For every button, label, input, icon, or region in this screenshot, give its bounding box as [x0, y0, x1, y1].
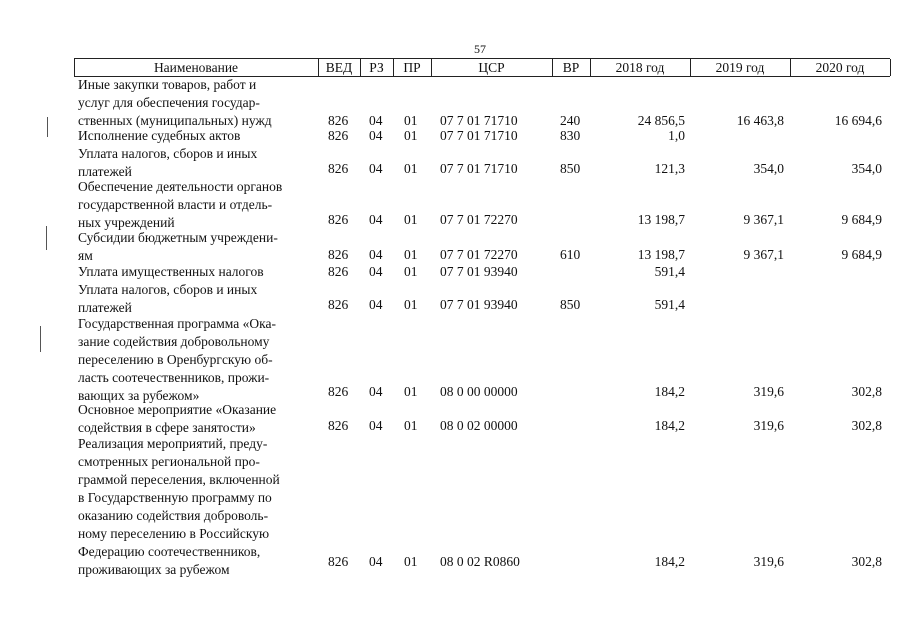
row-name-line: содействия в сфере занятости»: [78, 420, 256, 435]
row-name-line: смотренных региональной про-: [78, 454, 260, 469]
row-name-line: вающих за рубежом»: [78, 388, 200, 403]
header-rz: РЗ: [369, 60, 384, 75]
row-name: [78, 178, 316, 232]
header-2020: 2020 год: [815, 60, 865, 75]
cell-2019: 9 367,1: [743, 247, 784, 262]
cell-csr: 07 7 01 72270: [440, 212, 518, 227]
cell-2020: 302,8: [851, 554, 882, 569]
cell-ved: 826: [328, 212, 349, 227]
row-name-line: услуг для обеспечения государ-: [78, 95, 260, 110]
cell-rz: 04: [369, 161, 383, 176]
row-name-line: Уплата имущественных налогов: [78, 264, 264, 279]
row-name-line: платежей: [78, 300, 132, 315]
row-name-line: Исполнение судебных актов: [78, 128, 241, 143]
cell-2018: 591,4: [654, 297, 685, 312]
cell-ved: 826: [328, 247, 349, 262]
cell-ved: 826: [328, 264, 349, 279]
row-name: [78, 145, 316, 181]
cell-csr: 07 7 01 71710: [440, 113, 518, 128]
row-name-line: Реализация мероприятий, преду-: [78, 436, 268, 451]
cell-ved: 826: [328, 128, 349, 143]
row-name: [78, 229, 316, 265]
row-name: [78, 76, 316, 130]
cell-csr: 07 7 01 71710: [440, 128, 518, 143]
cell-2018: 13 198,7: [637, 212, 685, 227]
row-name-line: проживающих за рубежом: [78, 562, 230, 577]
cell-2019: 319,6: [753, 384, 784, 399]
header-vr: ВР: [562, 60, 580, 75]
cell-pr: 01: [404, 212, 418, 227]
cell-2019: 319,6: [753, 554, 784, 569]
cell-rz: 04: [369, 212, 383, 227]
row-name-line: государственной власти и отдель-: [78, 197, 273, 212]
row-name-line: Иные закупки товаров, работ и: [78, 77, 257, 92]
cell-ved: 826: [328, 554, 349, 569]
row-name: [78, 263, 316, 281]
cell-rz: 04: [369, 128, 383, 143]
cell-2018: 591,4: [654, 264, 685, 279]
cell-rz: 04: [369, 297, 383, 312]
cell-2018: 121,3: [654, 161, 685, 176]
header-2018: 2018 год: [615, 60, 665, 75]
cell-2018: 1,0: [668, 128, 685, 143]
cell-vr: 830: [560, 128, 581, 143]
header-ved: ВЕД: [325, 60, 353, 75]
cell-rz: 04: [369, 264, 383, 279]
cell-vr: 240: [560, 113, 581, 128]
row-name: [78, 435, 316, 579]
cell-ved: 826: [328, 161, 349, 176]
cell-2019: 354,0: [753, 161, 784, 176]
cell-csr: 08 0 02 R0860: [440, 554, 520, 569]
cell-pr: 01: [404, 113, 418, 128]
row-name-line: граммой переселения, включенной: [78, 472, 280, 487]
cell-vr: 850: [560, 161, 581, 176]
scan-mark: [47, 117, 48, 137]
cell-ved: 826: [328, 113, 349, 128]
row-name-line: Субсидии бюджетным учреждени-: [78, 230, 278, 245]
cell-2019: 16 463,8: [736, 113, 784, 128]
cell-csr: 07 7 01 93940: [440, 264, 518, 279]
cell-csr: 08 0 02 00000: [440, 418, 518, 433]
cell-pr: 01: [404, 297, 418, 312]
cell-csr: 08 0 00 00000: [440, 384, 518, 399]
cell-rz: 04: [369, 384, 383, 399]
header-2019: 2019 год: [715, 60, 765, 75]
cell-2018: 184,2: [654, 418, 685, 433]
cell-2019: 9 367,1: [743, 212, 784, 227]
cell-ved: 826: [328, 297, 349, 312]
cell-2018: 13 198,7: [637, 247, 685, 262]
cell-rz: 04: [369, 418, 383, 433]
scan-mark: [46, 226, 47, 250]
cell-pr: 01: [404, 554, 418, 569]
row-name-line: Обеспечение деятельности органов: [78, 179, 283, 194]
col-divider: [890, 59, 891, 76]
cell-2020: 9 684,9: [841, 247, 882, 262]
cell-ved: 826: [328, 418, 349, 433]
row-name-line: Федерацию соотечественников,: [78, 544, 261, 559]
row-name-line: ному переселению в Российскую: [78, 526, 270, 541]
cell-2020: 354,0: [851, 161, 882, 176]
cell-pr: 01: [404, 418, 418, 433]
cell-pr: 01: [404, 384, 418, 399]
row-name-line: ственных (муниципальных) нужд: [78, 113, 272, 128]
page-number: 57: [474, 42, 486, 56]
row-name-line: Уплата налогов, сборов и иных: [78, 282, 258, 297]
cell-pr: 01: [404, 264, 418, 279]
cell-2020: 302,8: [851, 418, 882, 433]
cell-pr: 01: [404, 128, 418, 143]
row-name-line: переселению в Оренбургскую об-: [78, 352, 273, 367]
row-name-line: ласть соотечественников, прожи-: [78, 370, 270, 385]
cell-csr: 07 7 01 71710: [440, 161, 518, 176]
cell-pr: 01: [404, 161, 418, 176]
row-name: [78, 127, 316, 145]
cell-2020: 16 694,6: [834, 113, 882, 128]
cell-vr: 850: [560, 297, 581, 312]
cell-rz: 04: [369, 554, 383, 569]
header-top-border: [74, 58, 890, 59]
cell-2020: 302,8: [851, 384, 882, 399]
cell-csr: 07 7 01 93940: [440, 297, 518, 312]
cell-csr: 07 7 01 72270: [440, 247, 518, 262]
row-name-line: в Государственную программу по: [78, 490, 272, 505]
row-name-line: платежей: [78, 164, 132, 179]
cell-2018: 24 856,5: [637, 113, 685, 128]
cell-ved: 826: [328, 384, 349, 399]
row-name-line: оказанию содействия доброволь-: [78, 508, 269, 523]
row-name-line: ям: [78, 248, 93, 263]
row-name: [78, 281, 316, 317]
scan-mark: [40, 326, 41, 352]
cell-2019: 319,6: [753, 418, 784, 433]
header-name: Наименование: [153, 60, 239, 75]
row-name-line: ных учреждений: [78, 215, 175, 230]
cell-2018: 184,2: [654, 554, 685, 569]
row-name-line: Государственная программа «Ока-: [78, 316, 276, 331]
row-name-line: Основное мероприятие «Оказание: [78, 402, 277, 417]
cell-vr: 610: [560, 247, 581, 262]
cell-2018: 184,2: [654, 384, 685, 399]
row-name-line: Уплата налогов, сборов и иных: [78, 146, 258, 161]
row-name-line: зание содействия добровольному: [78, 334, 270, 349]
cell-2020: 9 684,9: [841, 212, 882, 227]
row-name: [78, 401, 316, 437]
cell-rz: 04: [369, 247, 383, 262]
header-pr: ПР: [403, 60, 421, 75]
row-name: [78, 315, 316, 405]
header-csr: ЦСР: [478, 60, 505, 75]
cell-pr: 01: [404, 247, 418, 262]
cell-rz: 04: [369, 113, 383, 128]
